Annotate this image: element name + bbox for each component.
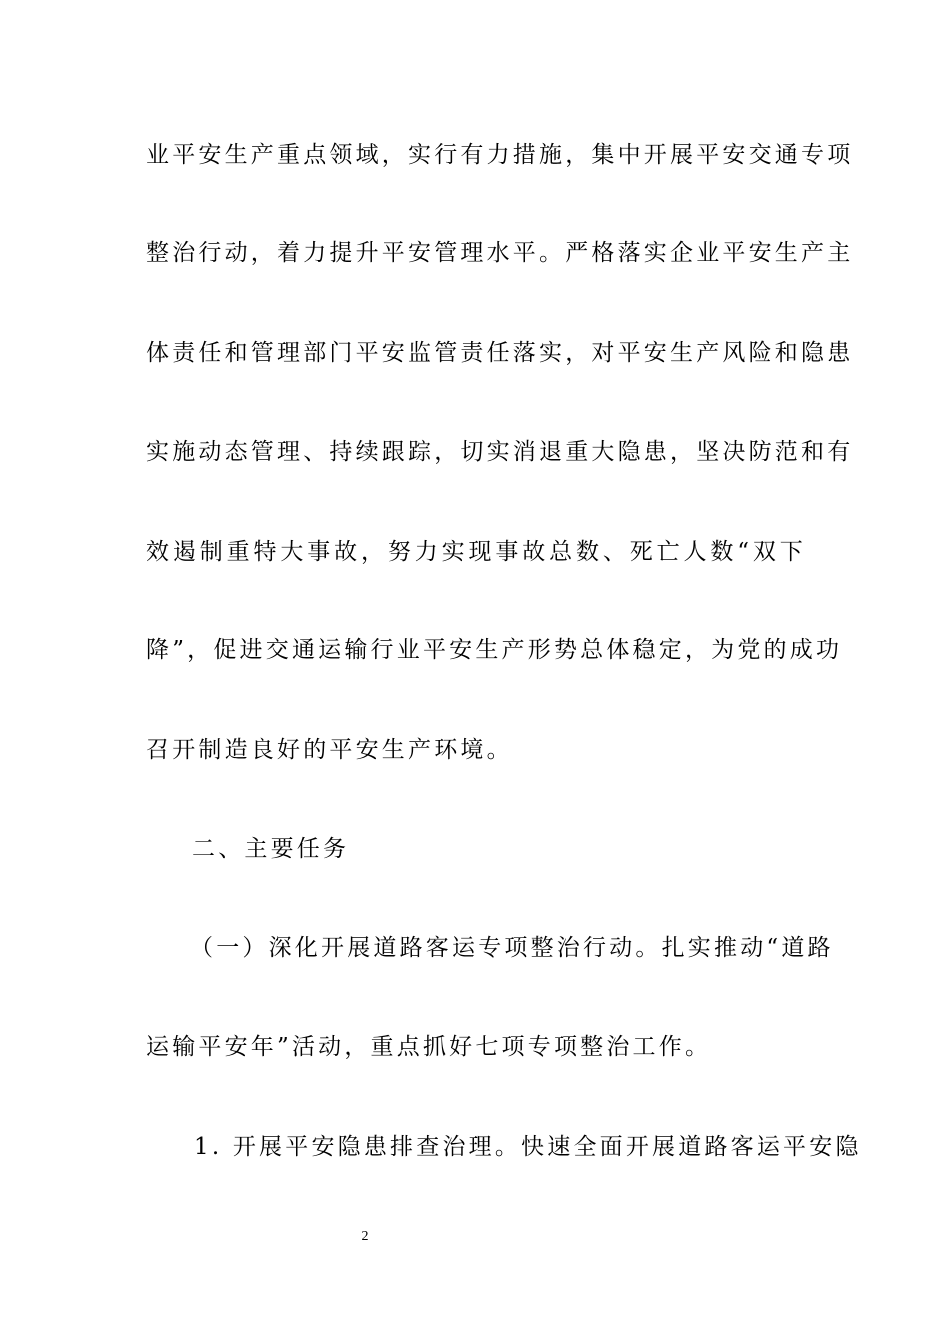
page-number: 2 [361, 1229, 369, 1244]
body-text-line: 业平安生产重点领域，实行有力措施，集中开展平安交通专项 [146, 142, 854, 168]
body-text-line: 整治行动，着力提升平安管理水平。严格落实企业平安生产主 [146, 240, 854, 266]
section-heading: 二、主要任务 [192, 836, 350, 862]
body-text-line: 降”，促进交通运输行业平安生产形势总体稳定，为党的成功 [146, 637, 843, 663]
body-text-line: 效遏制重特大事故，努力实现事故总数、死亡人数“双下 [146, 539, 806, 565]
body-text-line: 体责任和管理部门平安监管责任落实，对平安生产风险和隐患 [146, 340, 854, 366]
body-text-line: 实施动态管理、持续跟踪，切实消退重大隐患，坚决防范和有 [146, 439, 854, 465]
body-text-line: 召开制造良好的平安生产环境。 [146, 737, 513, 763]
body-text-line: 运输平安年”活动，重点抓好七项专项整治工作。 [146, 1034, 712, 1060]
numbered-item-line: 1. 开展平安隐患排查治理。快速全面开展道路客运平安隐 [194, 1134, 862, 1160]
subsection-heading-line: （一）深化开展道路客运专项整治行动。扎实推动“道路 [190, 935, 834, 961]
